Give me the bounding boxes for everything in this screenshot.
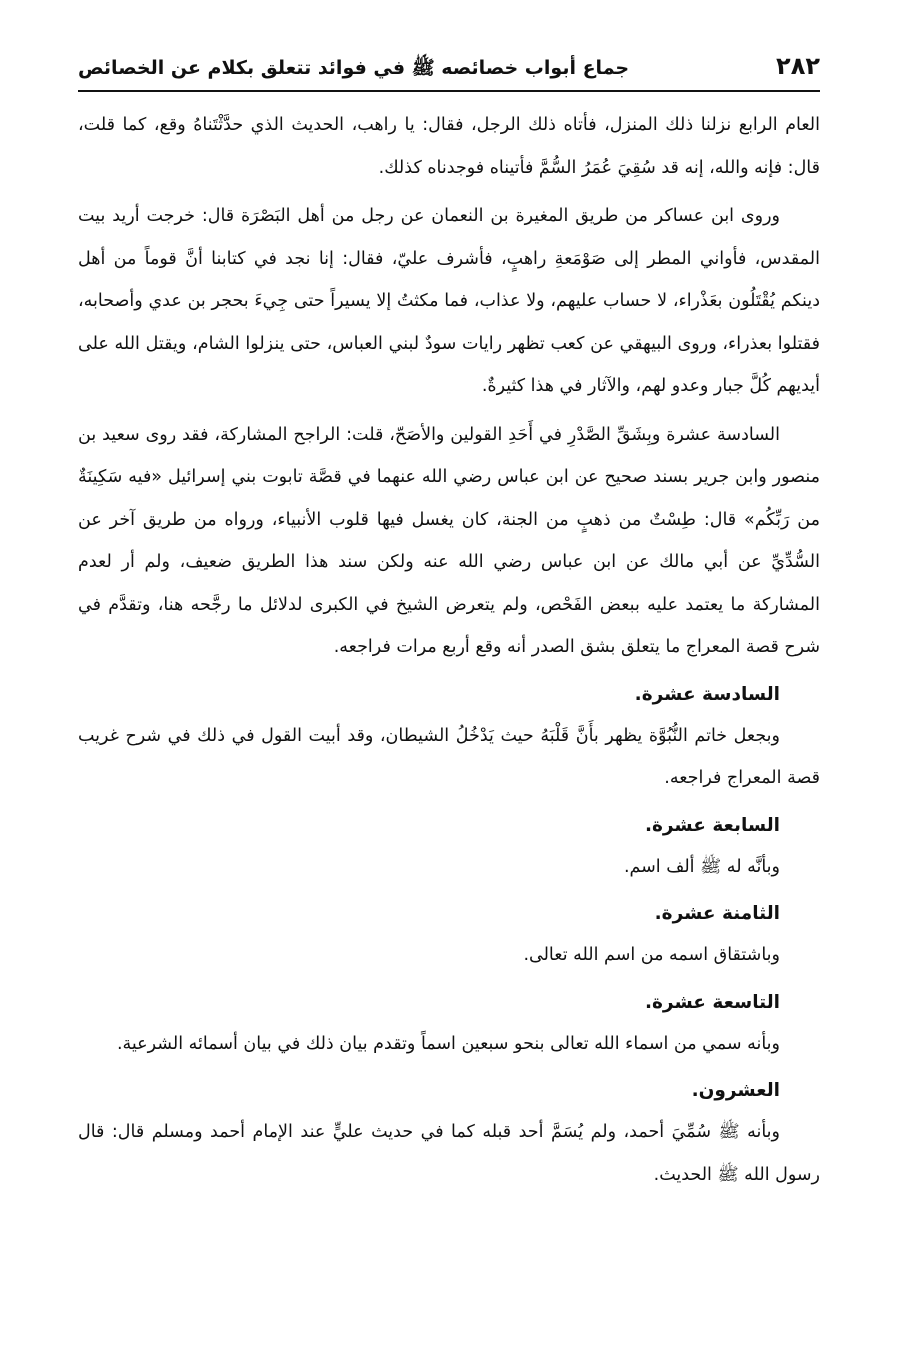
paragraph: العام الرابع نزلنا ذلك المنزل، فأتاه ذلك الرجل، فقال: يا راهب، الحديث الذي حدَّثْتَناهُ وقع، كما قلت، قال: فإنه والله، إنه قد سُقِيَ عُمَرُ السُّمَّ فأتيناه فوجدناه كذلك. [78,115,820,178]
paragraph: وبأنه سمي من اسماء الله تعالى بنحو سبعين اسماً وتقدم بيان ذلك في بيان أسمائه الشرعية. [116,1033,780,1054]
section-heading: التاسعة عشرة. [644,991,780,1013]
paragraph: وباشتقاق اسمه من اسم الله تعالى. [523,945,780,965]
paragraph: وبجعل خاتم النُّبُوَّة يظهر بأَنَّ قَلْبَهُ حيث يَدْخُلُ الشيطان، وقد أبيت القول في ذلك في شرح غريب قصة المعراج فراجعه. [78,725,820,788]
paragraph: السادسة عشرة وبِشَقِّ الصَّدْرِ في أَحَدِ القولين والأصَحّ، قلت: الراجح المشاركة، فقد روى سعيد بن منصور وابن جرير بسند صحيح عن ابن عباس رضي الله عنهما في قصَّة تابوت بني إسرائيل «فيه سَكِينَةٌ من رَبِّكُم» قال: طِسْتٌ من ذهبٍ من الجنة، كان يغسل فيها قلوب الأنبياء، ورواه من طريق آخر عن السُّدِّيِّ عن أبي مالك عن ابن عباس رضي الله عنه ولكن سند هذا الطريق ضعيف، ولم أر لعدم المشاركة ما يعتمد عليه ببعض الفَحْص، ولم يتعرض الشيخ في الكبرى لدلائل ما رجَّحه هنا، وتقدَّم في شرح قصة المعراج ما يتعلق بشق الصدر أنه وقع أربع مرات فراجعه. [78,424,820,657]
body-text [78,104,820,1196]
section-heading: الثامنة عشرة. [654,903,780,924]
section-heading: السابعة عشرة. [644,814,780,836]
section-heading: العشرون. [691,1080,780,1101]
page-number: ٢٨٢ [776,52,820,80]
paragraph: وروى ابن عساكر من طريق المغيرة بن النعمان عن رجل من أهل البَصْرَة قال: خرجت أريد بيت المقدس، فأواني المطر إلى صَوْمَعةِ راهبٍ، فأشرف عليّ، فقال: إنا نجد في كتابنا أنَّ قوماً من أهل دينكم يُقْتَلُون بعَذْراء، لا حساب عليهم، ولا عذاب، فما مكثتُ إلا يسيراً حتى جِيءَ بحجر بن عدي وأصحابه، فقتلوا بعذراء، وروى البيهقي عن كعب تظهر رايات سودٌ لبني العباس، حتى ينزلوا الشام، ويقتل الله على أيديهم كُلَّ جبار وعدو لهم، والآثار في هذا كثيرةٌ. [78,206,820,396]
running-title: جماع أبواب خصائصه ﷺ في فوائد تتعلق بكلام عن الخصائص [78,57,630,79]
paragraph: وبأنَّه له ﷺ ألف اسم. [623,856,780,877]
book-page [78,48,820,1348]
paragraph: وبأنه ﷺ سُمِّيَ أحمد، ولم يُسَمَّ أحد قبله كما في حديث عليٍّ عند الإمام أحمد ومسلم قال: قال رسول الله ﷺ الحديث. [78,1122,820,1185]
running-header [78,48,820,92]
section-heading: السادسة عشرة. [634,683,780,705]
